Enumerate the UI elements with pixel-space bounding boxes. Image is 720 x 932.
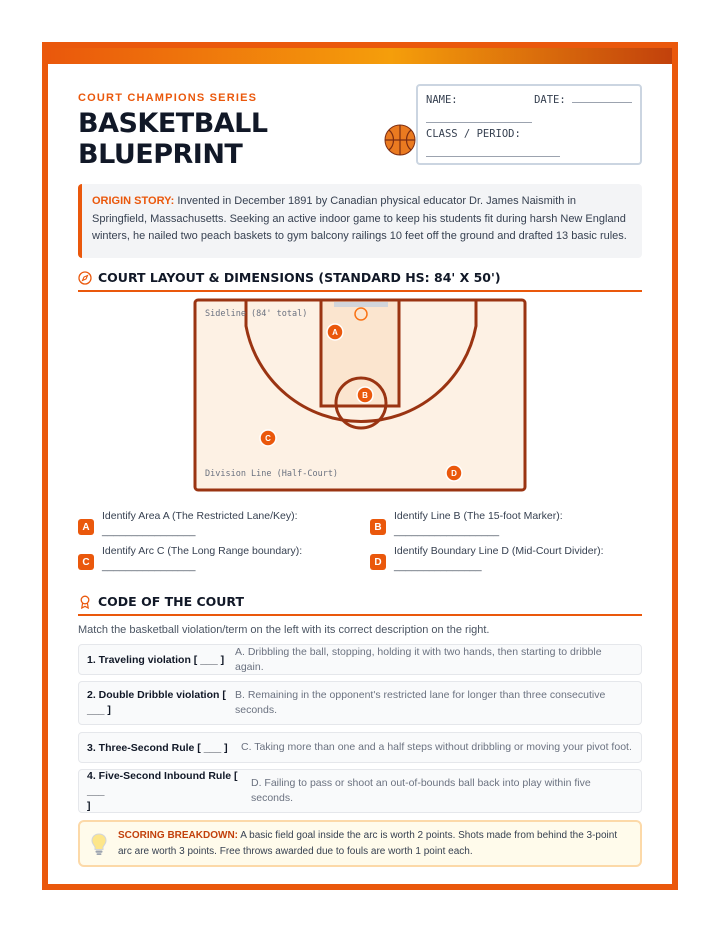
- basketball-icon: [384, 124, 416, 156]
- top-accent-bar: [48, 48, 672, 64]
- svg-text:D: D: [451, 469, 457, 478]
- award-icon: [78, 595, 92, 609]
- identify-c-text: Identify Arc C (The Long Range boundary):: [102, 545, 303, 557]
- badge-c: C: [78, 554, 94, 570]
- match-desc-b: B. Remaining in the opponent's restricted lane for longer than three consecutive seconds.: [235, 689, 606, 716]
- class-label: CLASS / PERIOD:: [426, 128, 521, 140]
- scoring-breakdown-box: [78, 820, 642, 867]
- court-heading-text: COURT LAYOUT & DIMENSIONS (STANDARD HS: 84' X 50'): [98, 270, 501, 285]
- marker-a: [327, 324, 343, 340]
- match-term-4[interactable]: 4. Five-Second Inbound Rule [ ___ ]: [87, 769, 238, 812]
- division-line-label: Division Line (Half-Court): [205, 469, 339, 479]
- match-term-2[interactable]: 2. Double Dribble violation [ ___ ]: [87, 689, 226, 716]
- match-desc-a: A. Dribbling the ball, stopping, holding it with two hands, then starting to dribble again.: [235, 645, 602, 673]
- svg-text:A: A: [332, 328, 338, 337]
- marker-c: [260, 430, 276, 446]
- court-section-heading: [78, 270, 642, 292]
- name-label: NAME:: [426, 94, 458, 106]
- lightbulb-icon: [90, 832, 108, 856]
- sideline-label: Sideline (84' total): [205, 309, 308, 319]
- match-row-1: [78, 644, 642, 675]
- identify-c-answer[interactable]: ________________: [102, 560, 196, 572]
- backboard: [334, 302, 388, 307]
- origin-text: Invented in December 1891 by Canadian physical educator Dr. James Naismith in Springfield, Massachusetts. Seeking an active indoor game to keep his students fit during harsh New England winters, he nailed two peach baskets to gym balcony railings 10 feet off the ground and drafted 13 basic rules.: [92, 195, 627, 242]
- identify-item-b: [370, 510, 563, 537]
- identify-d-answer[interactable]: _______________: [394, 560, 482, 572]
- identify-a-text: Identify Area A (The Restricted Lane/Key):: [102, 510, 298, 522]
- match-row-3: [78, 732, 642, 763]
- court-diagram: [193, 298, 527, 494]
- date-field[interactable]: [572, 102, 632, 103]
- title-line-1: BASKETBALL: [78, 108, 268, 139]
- match-desc-d: D. Failing to pass or shoot an out-of-bounds ball back into play within five seconds.: [251, 777, 591, 804]
- scoring-label: SCORING BREAKDOWN:: [118, 830, 238, 841]
- marker-b: [357, 387, 373, 403]
- svg-text:C: C: [265, 434, 271, 443]
- svg-text:B: B: [362, 391, 368, 400]
- page-title: [78, 108, 268, 170]
- matching-instructions: Match the basketball violation/term on the left with its correct description on the right.: [78, 624, 490, 636]
- student-info-box: [416, 84, 642, 165]
- code-heading-text: CODE OF THE COURT: [98, 594, 245, 609]
- identify-b-answer[interactable]: __________________: [394, 525, 500, 537]
- origin-story-box: [78, 184, 642, 258]
- identify-item-c: [78, 545, 302, 572]
- compass-icon: [78, 271, 92, 285]
- match-desc-c: C. Taking more than one and a half steps without dribbling or moving your pivot foot.: [241, 741, 632, 753]
- series-label: COURT CHAMPIONS SERIES: [78, 92, 258, 104]
- match-row-2: [78, 681, 642, 725]
- identify-item-a: [78, 510, 298, 537]
- identify-a-answer[interactable]: ________________: [102, 525, 196, 537]
- code-section-heading: [78, 594, 642, 616]
- class-field[interactable]: [426, 156, 560, 157]
- worksheet-frame: [42, 42, 678, 890]
- identify-d-text: Identify Boundary Line D (Mid-Court Divider):: [394, 545, 604, 557]
- match-term-1[interactable]: 1. Traveling violation [ ___ ]: [87, 653, 225, 666]
- match-row-4: [78, 769, 642, 813]
- origin-label: ORIGIN STORY:: [92, 195, 175, 207]
- match-term-3[interactable]: 3. Three-Second Rule [ ___ ]: [87, 741, 228, 754]
- scoring-text: A basic field goal inside the arc is worth 2 points. Shots made from behind the 3-point arc are worth 3 points. Free throws awarded due to fouls are worth 1 point each.: [118, 830, 618, 857]
- title-line-2: BLUEPRINT: [78, 139, 243, 170]
- name-field[interactable]: [426, 122, 532, 123]
- badge-b: B: [370, 519, 386, 535]
- marker-d: [446, 465, 462, 481]
- identify-b-text: Identify Line B (The 15-foot Marker):: [394, 510, 563, 522]
- badge-d: D: [370, 554, 386, 570]
- badge-a: A: [78, 519, 94, 535]
- date-label: DATE:: [534, 94, 566, 106]
- identify-item-d: [370, 545, 604, 572]
